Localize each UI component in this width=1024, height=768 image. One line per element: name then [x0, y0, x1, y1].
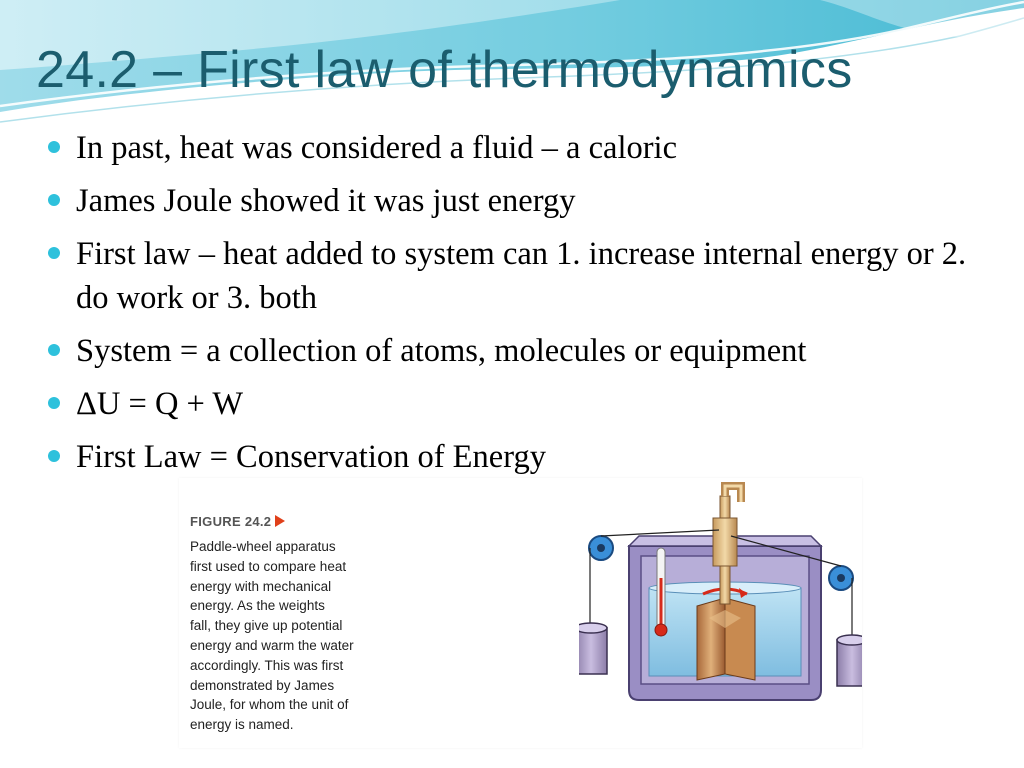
caption-line: Joule, for whom the unit of: [190, 697, 349, 713]
caption-line: energy is named.: [190, 717, 294, 733]
bullet-text: James Joule showed it was just energy: [76, 183, 576, 219]
bullet-dot-icon: [48, 397, 60, 409]
slide-title: 24.2 – First law of thermodynamics: [36, 41, 853, 99]
bullet-dot-icon: [48, 247, 60, 259]
caption-line: demonstrated by James: [190, 677, 335, 693]
bullet-dot-icon: [48, 344, 60, 356]
bullet-item: [48, 179, 988, 223]
left-pulley: [589, 536, 613, 560]
figure-panel: [179, 478, 862, 748]
caption-line: Paddle-wheel apparatus: [190, 539, 336, 554]
bullet-item: [48, 435, 988, 479]
paddle-wheel-apparatus-illustration: [579, 478, 862, 748]
caption-line: energy with mechanical: [190, 578, 332, 594]
bullet-item: [48, 126, 988, 170]
bullet-text: System = a collection of atoms, molecules or equipment: [76, 333, 807, 369]
play-arrow-icon: [275, 515, 285, 527]
bullet-dot-icon: [48, 450, 60, 462]
bullet-item: [48, 232, 988, 320]
bullet-text: In past, heat was considered a fluid – a caloric: [76, 130, 678, 166]
bullet-item: [48, 329, 988, 373]
bullet-dot-icon: [48, 141, 60, 153]
bullet-text: ΔU = Q + W: [76, 386, 244, 422]
figure-caption: [190, 537, 405, 735]
figure-label: [190, 514, 285, 529]
thermometer: [655, 548, 667, 636]
figure-label-text: FIGURE 24.2: [190, 514, 272, 529]
bullet-text: First law – heat added to system can 1. increase internal energy or 2. do work or 3. both: [76, 236, 967, 316]
bullet-dot-icon: [48, 194, 60, 206]
left-weight: [579, 623, 607, 674]
paddle-wheel: [697, 598, 755, 680]
bullet-list: [48, 126, 988, 488]
caption-line: fall, they give up potential: [190, 618, 343, 634]
bullet-text: First Law = Conservation of Energy: [76, 439, 546, 475]
caption-line: energy and warm the water: [190, 637, 354, 653]
right-pulley: [829, 566, 853, 590]
bullet-item: [48, 382, 988, 426]
caption-line: energy. As the weights: [190, 598, 325, 614]
caption-line: accordingly. This was first: [190, 657, 344, 673]
right-weight: [837, 635, 862, 686]
caption-line: first used to compare heat: [190, 558, 347, 574]
